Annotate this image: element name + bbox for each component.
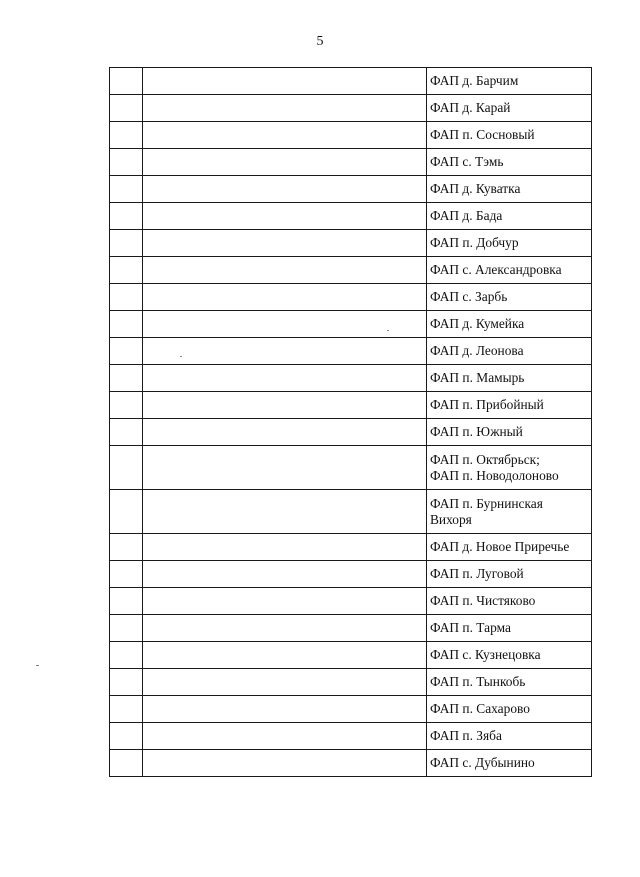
number-cell [110,203,143,230]
table-row [110,490,592,534]
district-cell [143,365,427,392]
district-cell [143,230,427,257]
facility-name-cell: ФАП п. Чистяково [427,588,592,615]
district-cell [143,122,427,149]
table-row [110,365,592,392]
facility-name-cell: ФАП д. Карай [427,95,592,122]
district-cell [143,750,427,777]
facility-name-cell: ФАП с. Кузнецовка [427,642,592,669]
facility-name-cell: ФАП д. Куватка [427,176,592,203]
facility-name-cell: ФАП п. Южный [427,419,592,446]
number-cell [110,750,143,777]
district-cell [143,642,427,669]
number-cell [110,176,143,203]
table-row [110,338,592,365]
facility-name-cell: ФАП п. Прибойный [427,392,592,419]
number-cell [110,588,143,615]
table-row [110,419,592,446]
facility-name-cell: ФАП п. Сахарово [427,696,592,723]
facility-table [109,67,592,777]
table-row [110,95,592,122]
facility-name-cell: ФАП с. Дубынино [427,750,592,777]
district-cell [143,149,427,176]
district-cell [143,446,427,490]
table-row [110,203,592,230]
facility-name-cell: ФАП д. Бада [427,203,592,230]
table-row [110,68,592,95]
district-cell [143,311,427,338]
number-cell [110,642,143,669]
facility-name-cell: ФАП с. Зарбь [427,284,592,311]
number-cell [110,446,143,490]
number-cell [110,95,143,122]
number-cell [110,284,143,311]
table-row [110,750,592,777]
table-row [110,176,592,203]
number-cell [110,561,143,588]
district-cell [143,419,427,446]
facility-name-cell: ФАП п. Бурнинская Вихоря [427,490,592,534]
page-number: 5 [316,34,324,49]
facility-name-cell: ФАП д. Кумейка [427,311,592,338]
facility-name-cell: ФАП п. Мамырь [427,365,592,392]
scan-speck [36,665,39,666]
district-cell [143,615,427,642]
district-cell [143,534,427,561]
number-cell [110,534,143,561]
facility-name-cell: ФАП с. Тэмь [427,149,592,176]
table-row [110,696,592,723]
table-row [110,284,592,311]
table-row [110,669,592,696]
number-cell [110,392,143,419]
number-cell [110,365,143,392]
district-cell [143,696,427,723]
district-cell [143,588,427,615]
district-cell [143,561,427,588]
district-cell [143,392,427,419]
table-row [110,122,592,149]
number-cell [110,338,143,365]
number-cell [110,723,143,750]
facility-name-cell: ФАП п. Тынкобь [427,669,592,696]
scan-speck [180,356,182,357]
scan-speck [387,330,389,331]
facility-name-cell: ФАП д. Леонова [427,338,592,365]
district-cell [143,257,427,284]
number-cell [110,419,143,446]
table-row [110,534,592,561]
table-row [110,642,592,669]
number-cell [110,490,143,534]
district-cell [143,284,427,311]
facility-name-cell: ФАП п. Луговой [427,561,592,588]
facility-name-cell: ФАП д. Барчим [427,68,592,95]
table-row [110,561,592,588]
district-cell [143,490,427,534]
table-row [110,230,592,257]
number-cell [110,68,143,95]
district-cell [143,723,427,750]
facility-name-cell: ФАП п. Сосновый [427,122,592,149]
number-cell [110,696,143,723]
facility-name-cell: ФАП п. Тарма [427,615,592,642]
district-cell [143,95,427,122]
number-cell [110,257,143,284]
table-row [110,615,592,642]
table-row [110,588,592,615]
district-cell [143,68,427,95]
district-cell [143,669,427,696]
table-row [110,311,592,338]
facility-name-cell: ФАП п. Добчур [427,230,592,257]
district-cell [143,203,427,230]
number-cell [110,122,143,149]
facility-name-cell: ФАП п. Октябрьск; ФАП п. Новодолоново [427,446,592,490]
table-row [110,392,592,419]
table-row [110,446,592,490]
number-cell [110,615,143,642]
number-cell [110,669,143,696]
number-cell [110,149,143,176]
district-cell [143,338,427,365]
district-cell [143,176,427,203]
facility-name-cell: ФАП с. Александровка [427,257,592,284]
facility-name-cell: ФАП п. Зяба [427,723,592,750]
table-row [110,723,592,750]
number-cell [110,311,143,338]
number-cell [110,230,143,257]
table-row [110,149,592,176]
table-row [110,257,592,284]
facility-name-cell: ФАП д. Новое Приречье [427,534,592,561]
